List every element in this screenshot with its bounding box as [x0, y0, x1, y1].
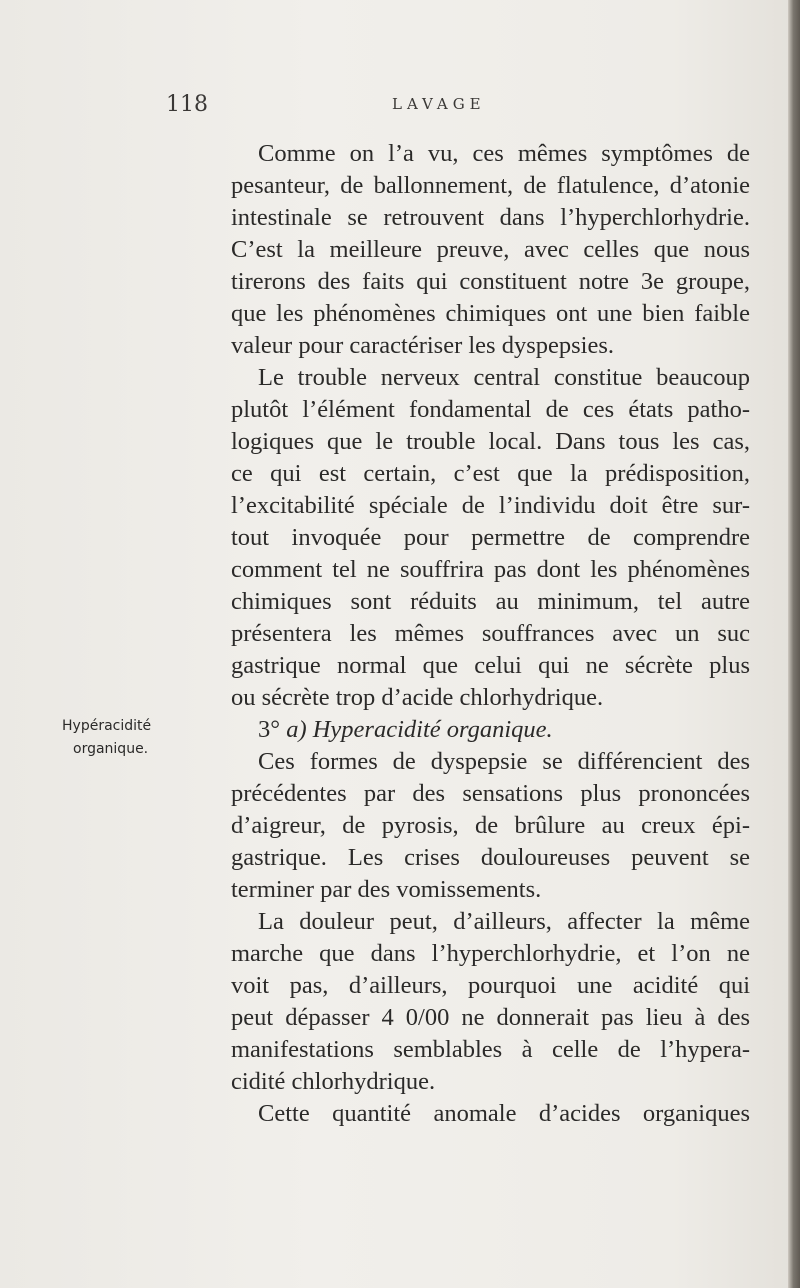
text-line: intestinale se retrouvent dans l’hyperchlorhydrie. [231, 204, 750, 231]
text-line: pesanteur, de ballonnement, de flatulence, d’atonie [231, 172, 750, 199]
text-line: chimiques sont réduits au minimum, tel autre [231, 588, 750, 615]
heading-number: 3° [258, 716, 281, 743]
page-header [0, 92, 790, 122]
text-line: manifestations semblables à celle de l’hypera- [231, 1036, 750, 1063]
heading-title: Hyperacidité organique. [312, 716, 553, 743]
text-line: gastrique. Les crises douloureuses peuvent se [231, 844, 750, 871]
text-line: d’aigreur, de pyrosis, de brûlure au creux épi- [231, 812, 750, 839]
text-line: comment tel ne souffrira pas dont les phénomènes [231, 556, 750, 583]
margin-note-line: Hypéracidité [62, 718, 152, 734]
text-line: gastrique normal que celui qui ne sécrète plus [231, 652, 750, 679]
text-line: tout invoquée pour permettre de comprendre [231, 524, 750, 551]
text-line: logiques que le trouble local. Dans tous les cas, [231, 428, 750, 455]
text-line: marche que dans l’hyperchlorhydrie, et l’on ne [231, 940, 750, 967]
heading-label: a) [286, 716, 307, 743]
text-line: voit pas, d’ailleurs, pourquoi une acidité qui [231, 972, 750, 999]
text-line: cidité chlorhydrique. [231, 1068, 436, 1095]
text-line: valeur pour caractériser les dyspepsies. [231, 332, 614, 359]
text-line: tirerons des faits qui constituent notre 3e groupe, [231, 268, 750, 295]
text-line: C’est la meilleure preuve, avec celles que nous [231, 236, 750, 263]
text-line: La douleur peut, d’ailleurs, affecter la même [258, 908, 750, 935]
text-line: l’excitabilité spéciale de l’individu doit être sur- [231, 492, 750, 519]
text-line: présentera les mêmes souffrances avec un suc [231, 620, 750, 647]
section-heading [258, 714, 750, 746]
text-line: ce qui est certain, c’est que la prédisposition, [231, 460, 750, 487]
text-line: ou sécrète trop d’acide chlorhydrique. [231, 684, 604, 711]
margin-note-line: organique. [73, 741, 149, 757]
running-title: LAVAGE [392, 95, 486, 113]
text-line: Ces formes de dyspepsie se différencient des [258, 748, 750, 775]
page-edge-shadow [788, 0, 800, 1288]
text-line: Comme on l’a vu, ces mêmes symptômes de [258, 140, 750, 167]
text-line: précédentes par des sensations plus prononcées [231, 780, 750, 807]
text-line: Cette quantité anomale d’acides organiques [258, 1100, 750, 1127]
text-line: que les phénomènes chimiques ont une bien faible [231, 300, 750, 327]
text-line: Le trouble nerveux central constitue beaucoup [258, 364, 750, 391]
text-line: peut dépasser 4 0/00 ne donnerait pas lieu à des [231, 1004, 750, 1031]
text-line: terminer par des vomissements. [231, 876, 542, 903]
text-line: plutôt l’élément fondamental de ces états patho- [231, 396, 750, 423]
page-number: 118 [166, 92, 208, 117]
